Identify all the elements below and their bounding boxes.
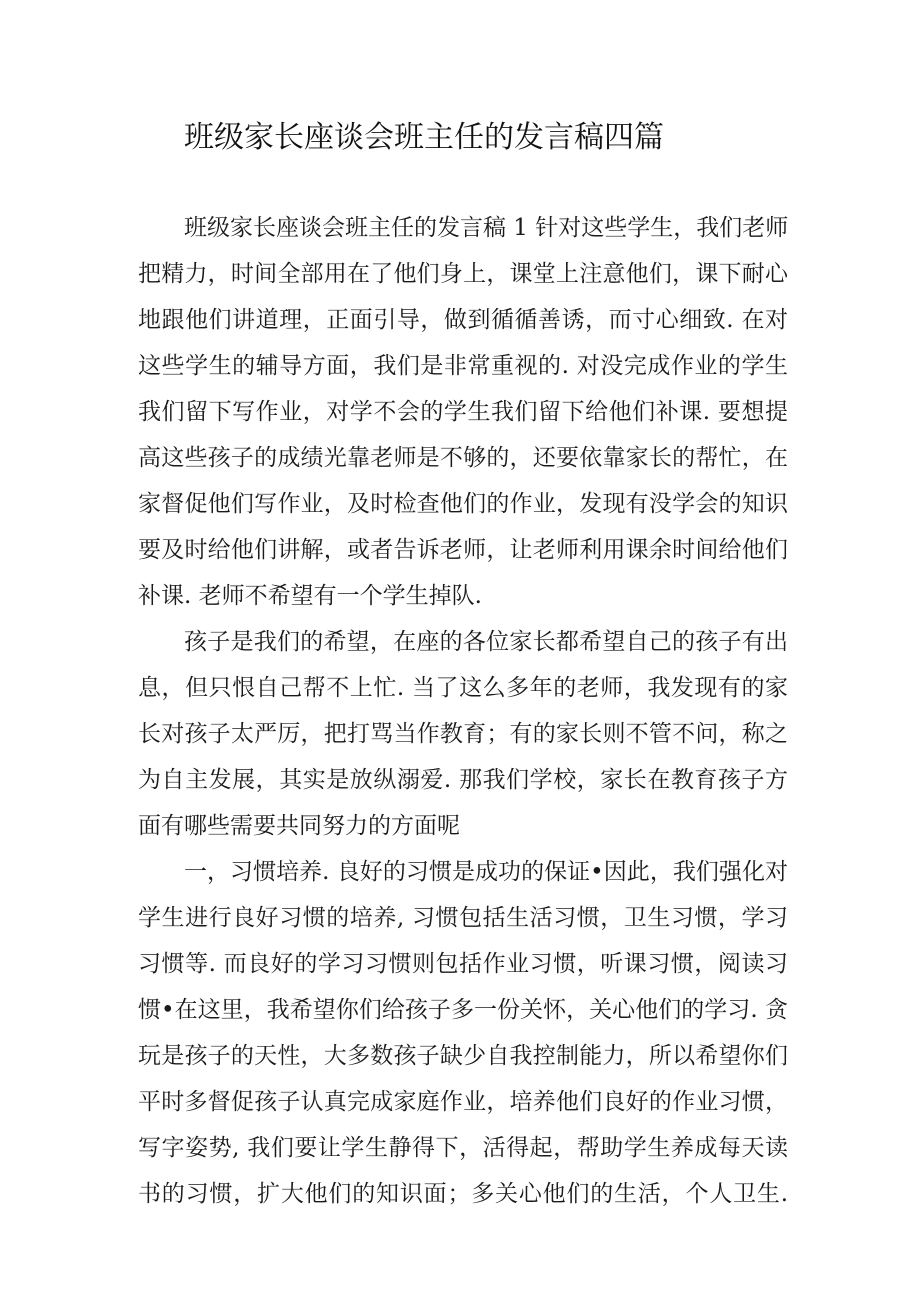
text-line: 书的习惯，扩大他们的知识面；多关心他们的生活，个人卫生. bbox=[138, 1181, 788, 1207]
text-line: 班级家长座谈会班主任的发言稿 1 针对这些学生，我们老师 bbox=[184, 215, 789, 241]
text-line: 一，习惯培养. 良好的习惯是成功的保证•因此，我们强化对 bbox=[184, 859, 788, 885]
text-line: 补课. 老师不希望有一个学生掉队. bbox=[138, 583, 482, 609]
text-line: 我们留下写作业，对学不会的学生我们留下给他们补课. 要想提 bbox=[138, 399, 788, 425]
text-line: 学生进行良好习惯的培养, 习惯包括生活习惯，卫生习惯，学习 bbox=[138, 905, 788, 931]
document-body bbox=[138, 205, 788, 1217]
text-line: 家督促他们写作业，及时检查他们的作业，发现有没学会的知识 bbox=[138, 491, 788, 517]
text-line: 面有哪些需要共同努力的方面呢 bbox=[138, 813, 460, 839]
text-line: 地跟他们讲道理，正面引导，做到循循善诱，而寸心细致. 在对 bbox=[138, 307, 788, 333]
paragraph-1 bbox=[138, 205, 788, 619]
paragraph-2 bbox=[138, 619, 788, 849]
document-title: 班级家长座谈会班主任的发言稿四篇 bbox=[184, 120, 664, 155]
text-line: 孩子是我们的希望，在座的各位家长都希望自己的孩子有出 bbox=[184, 629, 788, 655]
text-line: 写字姿势, 我们要让学生静得下，活得起，帮助学生养成每天读 bbox=[138, 1135, 788, 1161]
text-line: 平时多督促孩子认真完成家庭作业，培养他们良好的作业习惯， bbox=[138, 1089, 788, 1115]
text-line: 惯•在这里，我希望你们给孩子多一份关怀，关心他们的学习. 贪 bbox=[138, 997, 788, 1023]
text-line: 息，但只恨自己帮不上忙. 当了这么多年的老师，我发现有的家 bbox=[138, 675, 788, 701]
text-line: 习惯等. 而良好的学习习惯则包括作业习惯，听课习惯，阅读习 bbox=[138, 951, 788, 977]
text-line: 要及时给他们讲解，或者告诉老师，让老师利用课余时间给他们 bbox=[138, 537, 788, 563]
text-line: 这些学生的辅导方面，我们是非常重视的. 对没完成作业的学生 bbox=[138, 353, 788, 379]
text-line: 高这些孩子的成绩光靠老师是不够的，还要依靠家长的帮忙，在 bbox=[138, 445, 788, 471]
paragraph-3 bbox=[138, 849, 788, 1217]
text-line: 为自主发展，其实是放纵溺爱. 那我们学校，家长在教育孩子方 bbox=[138, 767, 788, 793]
text-line: 玩是孩子的天性，大多数孩子缺少自我控制能力，所以希望你们 bbox=[138, 1043, 788, 1069]
text-line: 把精力，时间全部用在了他们身上，课堂上注意他们，课下耐心 bbox=[138, 261, 788, 287]
text-line: 长对孩子太严厉，把打骂当作教育；有的家长则不管不问，称之 bbox=[138, 721, 788, 747]
